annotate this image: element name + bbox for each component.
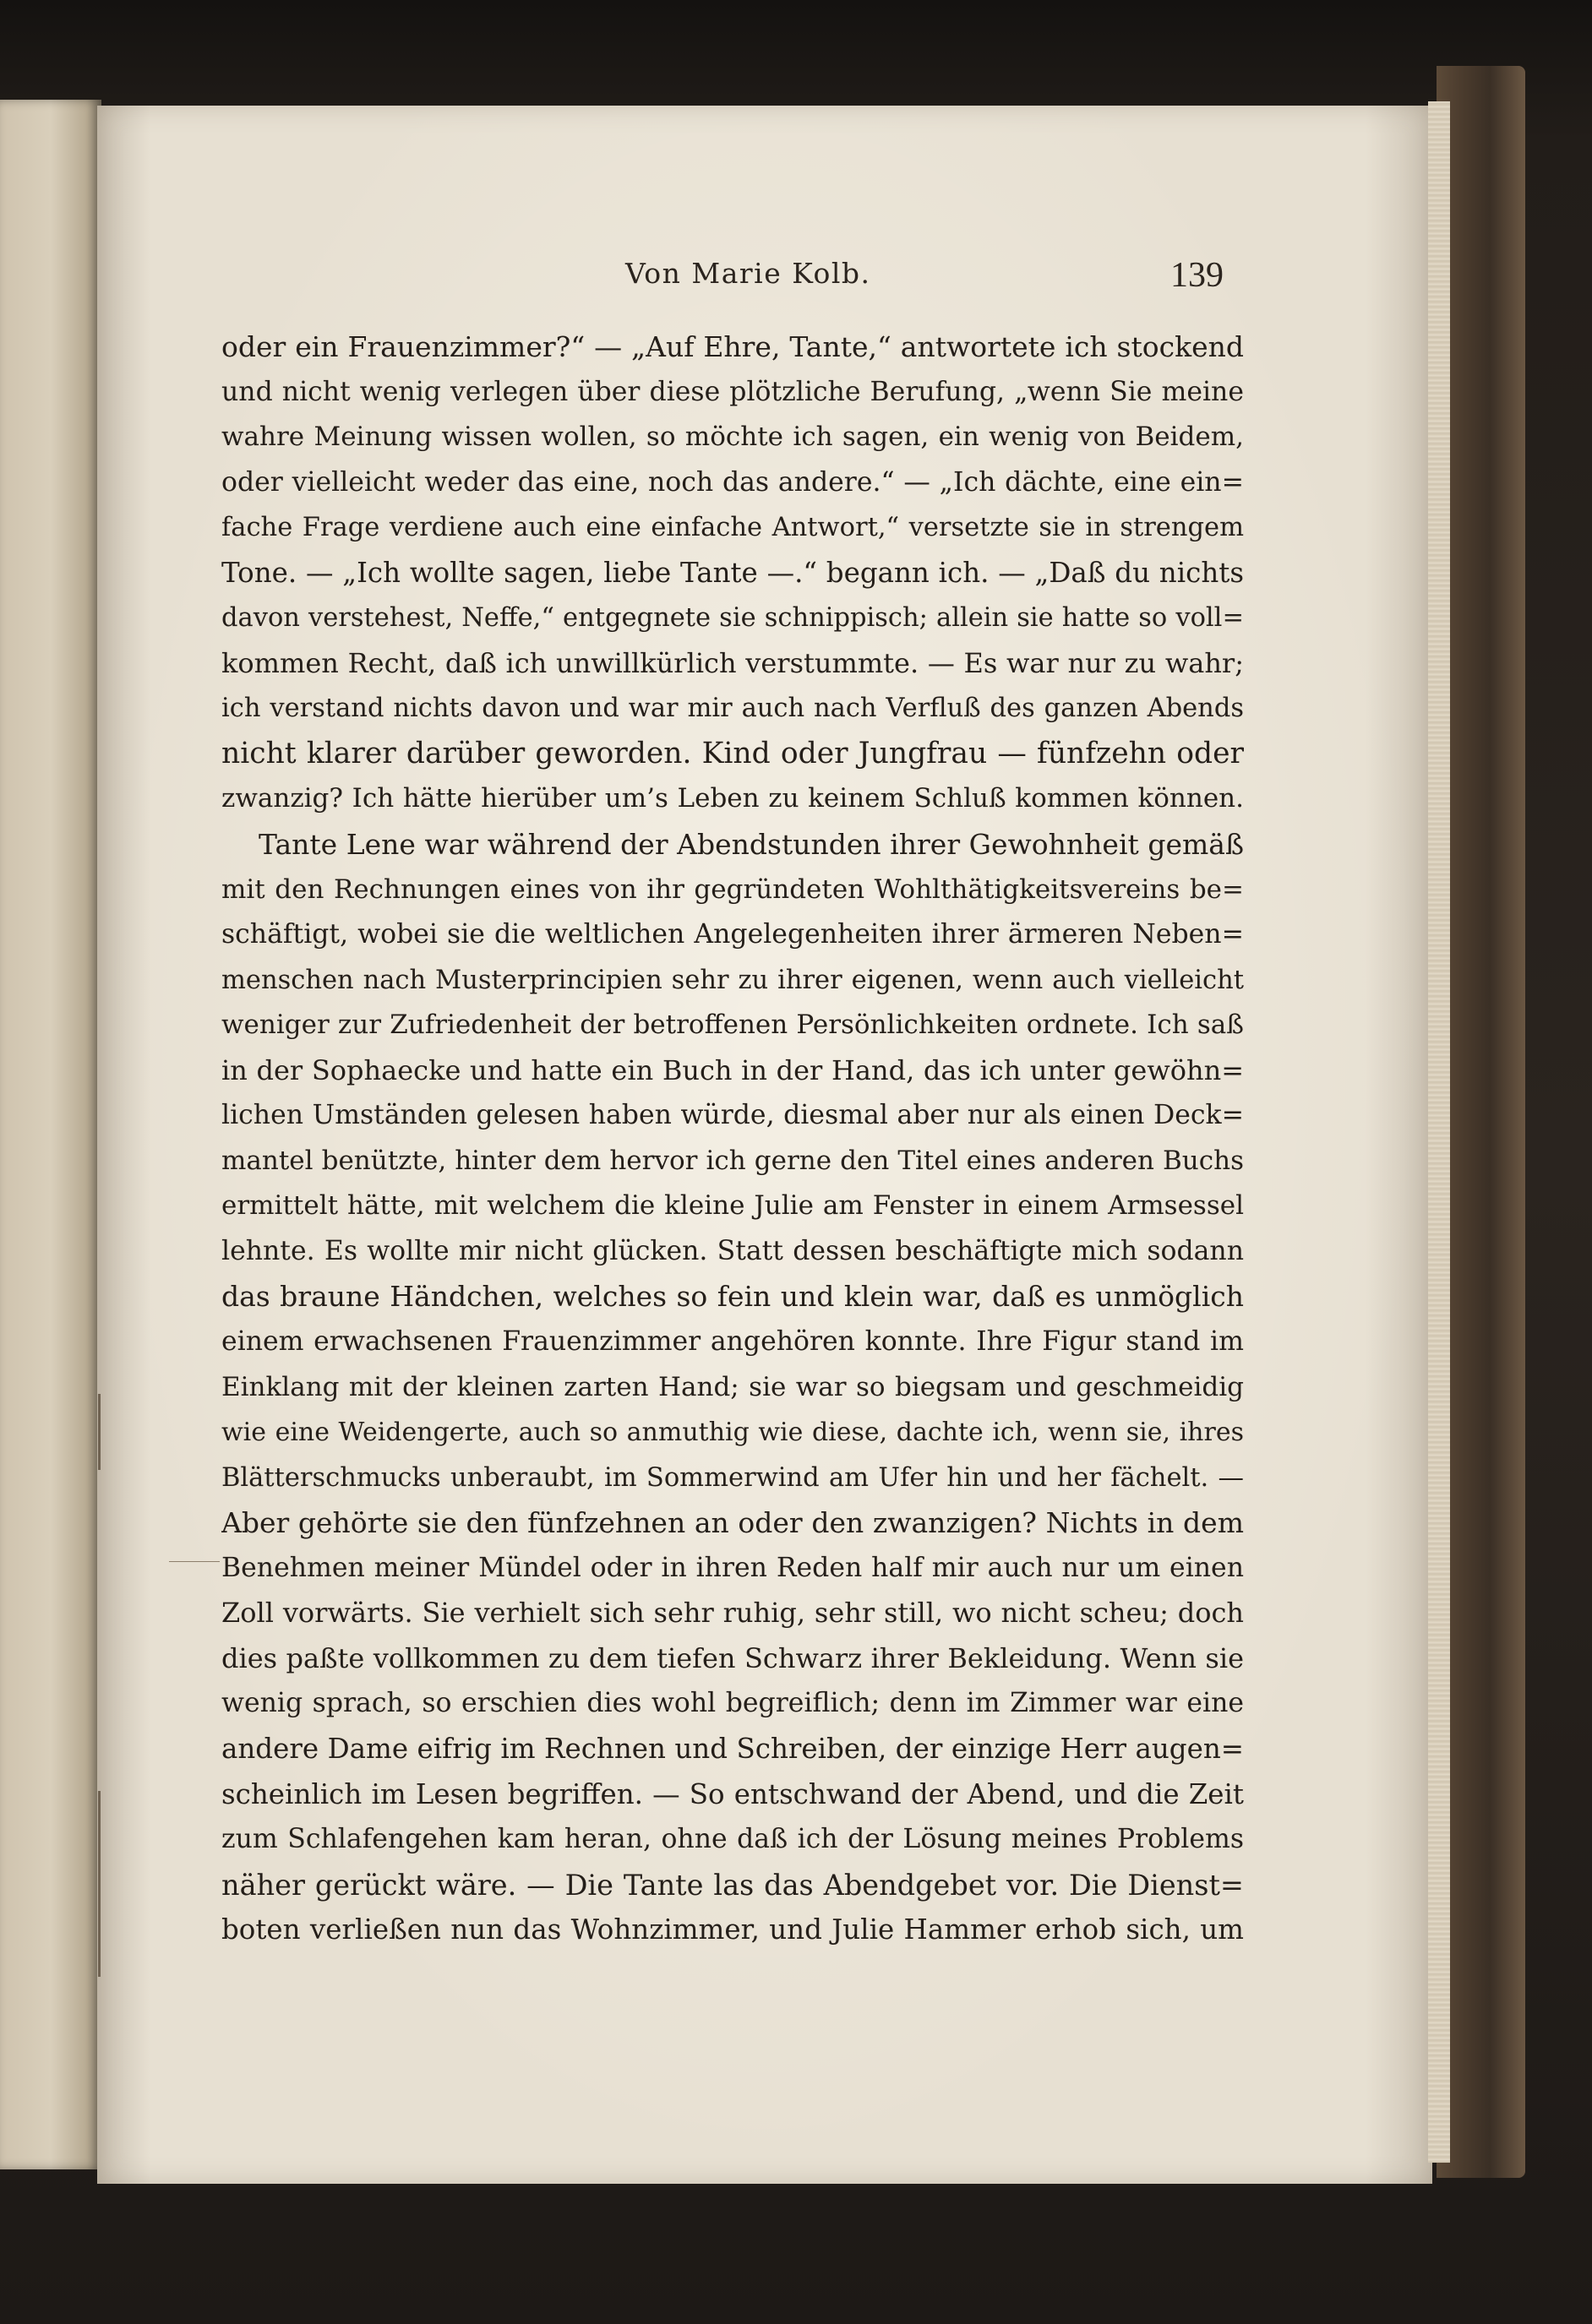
text-line: andere Dame eifrig im Rechnen und Schreiben, der einzige Herr augen= (221, 1732, 1244, 1765)
running-head-title: Von Marie Kolb. (625, 257, 871, 290)
text-line: Tone. — „Ich wollte sagen, liebe Tante —.“ begann ich. — „Daß du nichts (221, 556, 1244, 589)
text-line: kommen Recht, daß ich unwillkürlich verstummte. — Es war nur zu wahr; (221, 646, 1244, 679)
text-line: lichen Umständen gelesen haben würde, diesmal aber nur als einen Deck= (221, 1100, 1244, 1131)
text-line: und nicht wenig verlegen über diese plötzliche Berufung, „wenn Sie meine (221, 376, 1244, 407)
text-line: Aber gehörte sie den fünfzehnen an oder den zwanzigen? Nichts in dem (221, 1506, 1244, 1540)
text-line: näher gerückt wäre. — Die Tante las das Abendgebet vor. Die Dienst= (221, 1868, 1244, 1902)
text-line: einem erwachsenen Frauenzimmer angehören konnte. Ihre Figur stand im (221, 1326, 1244, 1358)
text-line: Tante Lene war während der Abendstunden ihrer Gewohnheit gemäß (259, 828, 1244, 862)
text-line: oder ein Frauenzimmer?“ — „Auf Ehre, Tante,“ antwortete ich stockend (221, 330, 1244, 363)
page-number: 139 (1170, 256, 1224, 295)
text-line: Einklang mit der kleinen zarten Hand; sie war so biegsam und geschmeidig (221, 1371, 1244, 1402)
margin-mark (98, 1394, 101, 1470)
text-line: mit den Rechnungen eines von ihr gegründeten Wohlthätigkeitsvereins be= (221, 874, 1244, 905)
text-line: schäftigt, wobei sie die weltlichen Angelegenheiten ihrer ärmeren Neben= (221, 919, 1244, 950)
text-line: fache Frage verdiene auch eine einfache Antwort,“ versetzte sie in strengem (221, 513, 1244, 543)
text-line: lehnte. Es wollte mir nicht glücken. Statt dessen beschäftigte mich sodann (221, 1235, 1244, 1266)
text-line: scheinlich im Lesen begriffen. — So entschwand der Abend, und die Zeit (221, 1777, 1244, 1810)
text-line: Zoll vorwärts. Sie verhielt sich sehr ruhig, sehr still, wo nicht scheu; doch (221, 1597, 1244, 1630)
text-line: wahre Meinung wissen wollen, so möchte ich sagen, ein wenig von Beidem, (221, 422, 1244, 453)
text-line: mantel benützte, hinter dem hervor ich gerne den Titel eines anderen Buchs (221, 1145, 1244, 1176)
page-stack-edge (1428, 101, 1450, 2163)
text-line: weniger zur Zufriedenheit der betroffenen Persönlichkeiten ordnete. Ich saß (221, 1010, 1244, 1041)
text-line: in der Sophaecke und hatte ein Buch in der Hand, das ich unter gewöhn= (221, 1053, 1244, 1086)
margin-mark (98, 1791, 101, 1977)
text-line: zwanzig? Ich hätte hierüber um’s Leben zu keinem Schluß kommen können. (221, 783, 1244, 814)
margin-tick (169, 1561, 220, 1562)
text-line: davon verstehest, Neffe,“ entgegnete sie schnippisch; allein sie hatte so voll= (221, 603, 1244, 634)
text-line: Blätterschmucks unberaubt, im Sommerwind am Ufer hin und her fächelt. — (221, 1462, 1244, 1493)
text-line: ermittelt hätte, mit welchem die kleine Julie am Fenster in einem Armsessel (221, 1190, 1244, 1222)
facing-page-edge (0, 100, 101, 2169)
text-line: wie eine Weidengerte, auch so anmuthig wie diese, dachte ich, wenn sie, ihres (221, 1418, 1244, 1448)
text-line: zum Schlafengehen kam heran, ohne daß ich der Lösung meines Problems (221, 1824, 1244, 1855)
text-line: nicht klarer darüber geworden. Kind oder Jungfrau — fünfzehn oder (221, 736, 1244, 770)
text-line: ich verstand nichts davon und war mir auch nach Verfluß des ganzen Abends (221, 694, 1244, 724)
text-line: Benehmen meiner Mündel oder in ihren Reden half mir auch nur um einen (221, 1552, 1244, 1583)
body-text (221, 324, 1244, 1953)
text-line: oder vielleicht weder das eine, noch das andere.“ — „Ich dächte, eine ein= (221, 466, 1244, 498)
text-line: das braune Händchen, welches so fein und klein war, daß es unmöglich (221, 1280, 1244, 1314)
text-line: boten verließen nun das Wohnzimmer, und Julie Hammer erhob sich, um (221, 1913, 1244, 1946)
text-line: dies paßte vollkommen zu dem tiefen Schwarz ihrer Bekleidung. Wenn sie (221, 1641, 1244, 1674)
text-line: wenig sprach, so erschien dies wohl begreiflich; denn im Zimmer war eine (221, 1688, 1244, 1719)
text-line: menschen nach Musterprincipien sehr zu ihrer eigenen, wenn auch vielleicht (221, 965, 1244, 995)
